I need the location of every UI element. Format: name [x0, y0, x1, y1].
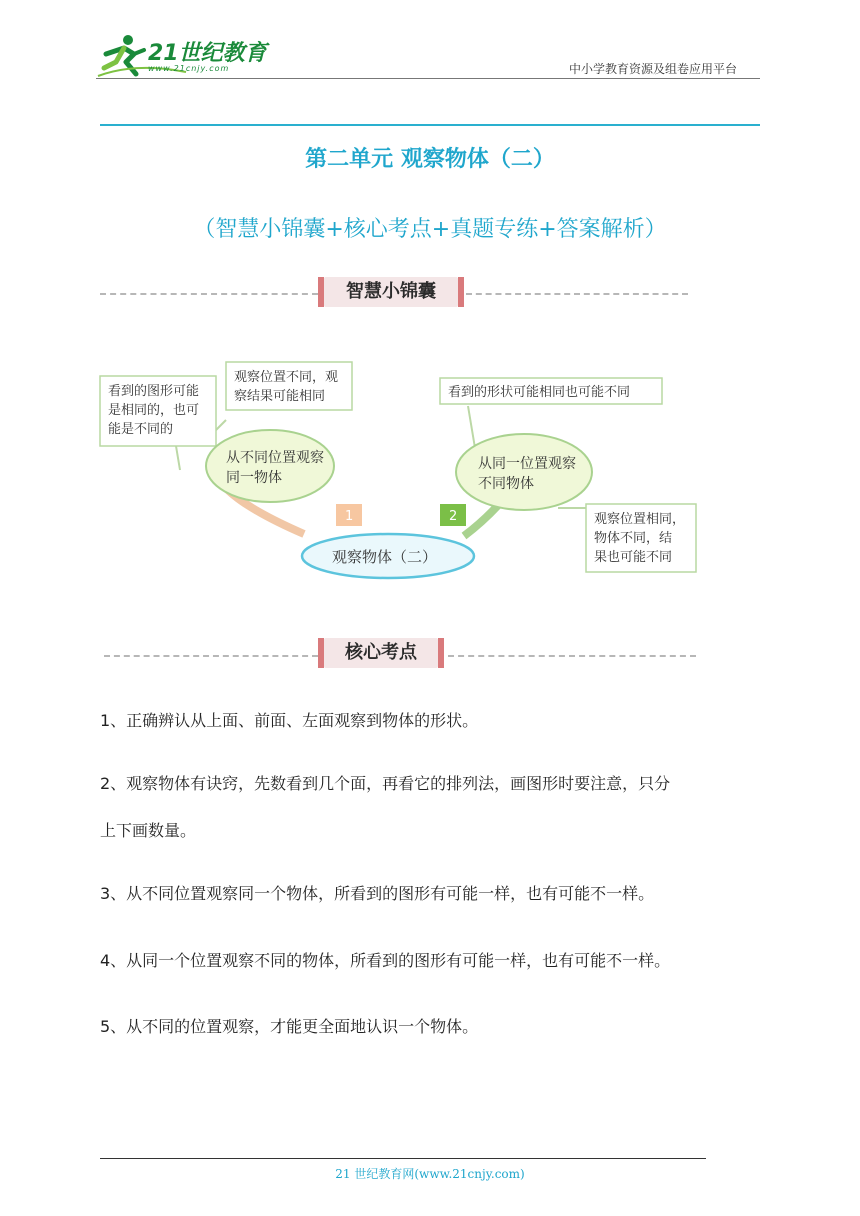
header-divider: [96, 78, 760, 79]
note-left-a-line-3: 能是不同的: [108, 422, 174, 437]
section-dash-right: [466, 293, 688, 295]
note-left-b-line-2: 察结果可能相同: [234, 389, 326, 404]
point-1: 1、正确辨认从上面、前面、左面观察到物体的形状。: [100, 711, 479, 730]
mind-map: [96, 358, 700, 586]
note-left-a-line-2: 是相同的，也可: [108, 403, 200, 418]
point-3: 3、从不同位置观察同一个物体，所看到的图形有可能一样，也有可能不一样。: [100, 884, 655, 903]
badge-left-number: 1: [345, 509, 354, 524]
banner-edge-right: [458, 277, 464, 307]
point-5: 5、从不同的位置观察，才能更全面地认识一个物体。: [100, 1017, 479, 1036]
footer-text: 21 世纪教育网(www.21cnjy.com): [335, 1167, 525, 1181]
banner-edge-right-2: [438, 638, 444, 668]
note-right-a-line-1: 看到的形状可能相同也可能不同: [448, 385, 631, 400]
footer-divider: [100, 1158, 706, 1159]
section-label-tips: 智慧小锦囊: [324, 277, 458, 307]
node-center-label: 观察物体（二）: [332, 548, 438, 566]
node-left: [206, 430, 334, 502]
note-left-a-line-1: 看到的图形可能: [108, 384, 200, 399]
section-dash-left: [100, 293, 318, 295]
point-2-line-2: 上下画数量。: [100, 821, 197, 840]
badge-right-number: 2: [449, 509, 458, 524]
node-right-line-2: 不同物体: [478, 476, 534, 492]
platform-name: 中小学教育资源及组卷应用平台: [569, 62, 738, 76]
section-dash-left-2: [104, 655, 318, 657]
point-4: 4、从同一个位置观察不同的物体，所看到的图形有可能一样，也有可能不一样。: [100, 951, 671, 970]
node-right-line-1: 从同一位置观察: [478, 456, 576, 472]
note-right-b-line-2: 物体不同，结: [594, 531, 673, 546]
logo-url: www.21cnjy.com: [148, 64, 230, 73]
node-left-line-2: 同一物体: [226, 470, 282, 486]
title-divider: [100, 124, 760, 126]
section-dash-right-2: [448, 655, 696, 657]
note-right-b-line-3: 果也可能不同: [594, 550, 673, 565]
note-right-b-line-1: 观察位置相同，: [594, 512, 686, 527]
logo-text: 21世纪教育: [148, 41, 267, 66]
page-subtitle: （智慧小锦囊+核心考点+真题专练+答案解析）: [193, 217, 667, 242]
node-right: [456, 434, 592, 510]
page-title: 第二单元 观察物体（二）: [305, 147, 555, 172]
point-2-line-1: 2、观察物体有诀窍，先数看到几个面，再看它的排列法，画图形时要注意，只分: [100, 774, 671, 793]
note-left-b-line-1: 观察位置不同，观: [234, 370, 339, 385]
node-left-line-1: 从不同位置观察: [226, 450, 324, 466]
section-label-core: 核心考点: [324, 638, 438, 668]
